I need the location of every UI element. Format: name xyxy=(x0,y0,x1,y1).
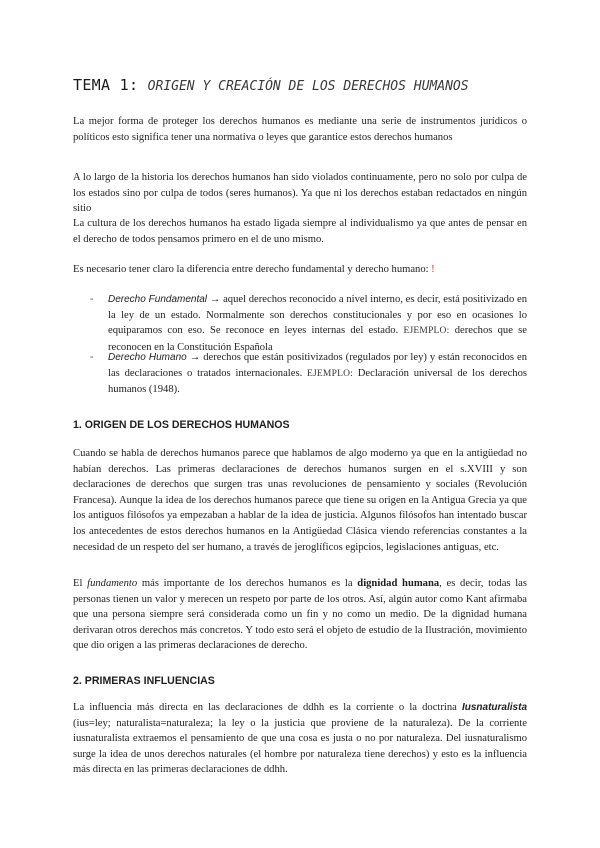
emphasis-fundamento: fundamento xyxy=(87,578,138,589)
title-lead: TEMA 1: xyxy=(73,76,139,94)
text-run: La influencia más directa en las declaraciones de ddhh es la corriente o la doctrina xyxy=(73,702,457,713)
section-2-heading: 2. PRIMERAS INFLUENCIAS xyxy=(73,675,215,687)
intro-paragraph-4 xyxy=(73,262,527,278)
text-run: más importante de los derechos humanos es la xyxy=(141,578,353,589)
text-run: El xyxy=(73,578,83,589)
page-title xyxy=(73,74,543,98)
section-2-paragraph-1 xyxy=(73,700,527,778)
arrow-icon: → xyxy=(189,352,201,363)
bullet-dash: - xyxy=(90,351,94,363)
arrow-icon: → xyxy=(209,294,221,305)
title-rest: ORIGEN Y CREACIÓN DE LOS DERECHOS HUMANOS xyxy=(147,79,469,94)
intro-paragraph-1: La mejor forma de proteger los derechos humanos es mediante una serie de instrumentos jurídicos o políticos esto significa tener una normativa o leyes que garantice estos derechos humanos xyxy=(73,116,527,143)
bullet-derecho-humano xyxy=(108,350,527,398)
text-run: , es decir, todas las personas tienen un valor y merecen un respeto por parte de los otros. Así, algún autor como Kant afirmaba que una persona siempre será considerada como un fin y no como un medio. De la dignidad humana derivaran otros derechos más concretos. Y todo esto será el objeto de estudio de la Ilustración, movimiento que dio origen a las primeras declaraciones de derecho. xyxy=(73,578,528,652)
example-tag: EJEMPLO: xyxy=(307,368,353,379)
section-1-heading: 1. ORIGEN DE LOS DERECHOS HUMANOS xyxy=(73,419,290,431)
intro-paragraph-2: A lo largo de la historia los derechos humanos han sido violados continuamente, pero no solo por culpa de los estados sino por culpa de todos (seres humanos). Ya que ni los derechos estaban redactados en ningún sitio xyxy=(73,172,527,215)
emphasis-dignidad-humana: dignidad humana xyxy=(357,578,440,589)
section-1-paragraph-2 xyxy=(73,576,527,654)
intro-paragraph-4-text: Es necesario tener claro la diferencia entre derecho fundamental y derecho humano: xyxy=(73,264,429,275)
example-text: Declaración universal de los derechos humanos (1948). xyxy=(108,367,527,396)
bullet-term: Derecho Fundamental xyxy=(108,294,208,305)
bullet-derecho-fundamental xyxy=(108,292,527,355)
attention-mark: ! xyxy=(431,264,435,275)
example-text: derechos que se reconocen en la Constitución Española xyxy=(108,325,527,353)
example-tag: EJEMPLO: xyxy=(403,326,450,337)
section-1-paragraph-1: Cuando se habla de derechos humanos parece que hablamos de algo moderno ya que en la antigüedad no habían derechos. Las primeras declaraciones de derechos humanos surgen en el s.XVIII y son declaraciones de derechos que surgen tras unas revoluciones de pensamiento y sociales (Revolución Francesa). Aunque la idea de los derechos humanos parece que tiene su origen en la Antigua Grecia ya que los antiguos filósofos ya empezaban a hablar de la idea de justicia. Algunos filósofos han intentado buscar los antecedentes de estos derechos humanos en la Antigüedad Clásica viendo referencias constantes a la necesidad de un respeto del ser humano, a través de jeroglíficos egipcios, legislaciones antiguas, etc. xyxy=(73,448,527,553)
bullet-dash: - xyxy=(90,293,94,305)
bullet-text: derechos que están positivizados (regulados por ley) y están reconocidos en las declaraciones o tratados internacionales. xyxy=(108,352,527,379)
intro-paragraph-3: La cultura de los derechos humanos ha estado ligada siempre al individualismo ya que antes de pensar en el derecho de todos pensamos primero en el de uno mismo. xyxy=(73,218,527,245)
bullet-text: aquel derechos reconocido a nivel interno, es decir, está positivizado en la ley de un estado. Normalmente son derechos constitucionales y por eso en ocasiones lo equiparamos con eso. Se reconoce en leyes internas del estado. xyxy=(108,294,527,337)
bullet-term: Derecho Humano xyxy=(108,352,187,363)
text-run: (ius=ley; naturalista=naturaleza; la ley o la justicia que proviene de la naturaleza). De la corriente iusnaturalista extraemos el pensamiento de que una cosa es justa o no por naturaleza. Del iusnaturalismo surge la idea de unos derechos naturales (el hombre por naturaleza tiene derechos) y esto es la influencia más directa en las primeras declaraciones de ddhh. xyxy=(73,717,527,776)
emphasis-iusnaturalista: Iusnaturalista xyxy=(461,702,528,713)
